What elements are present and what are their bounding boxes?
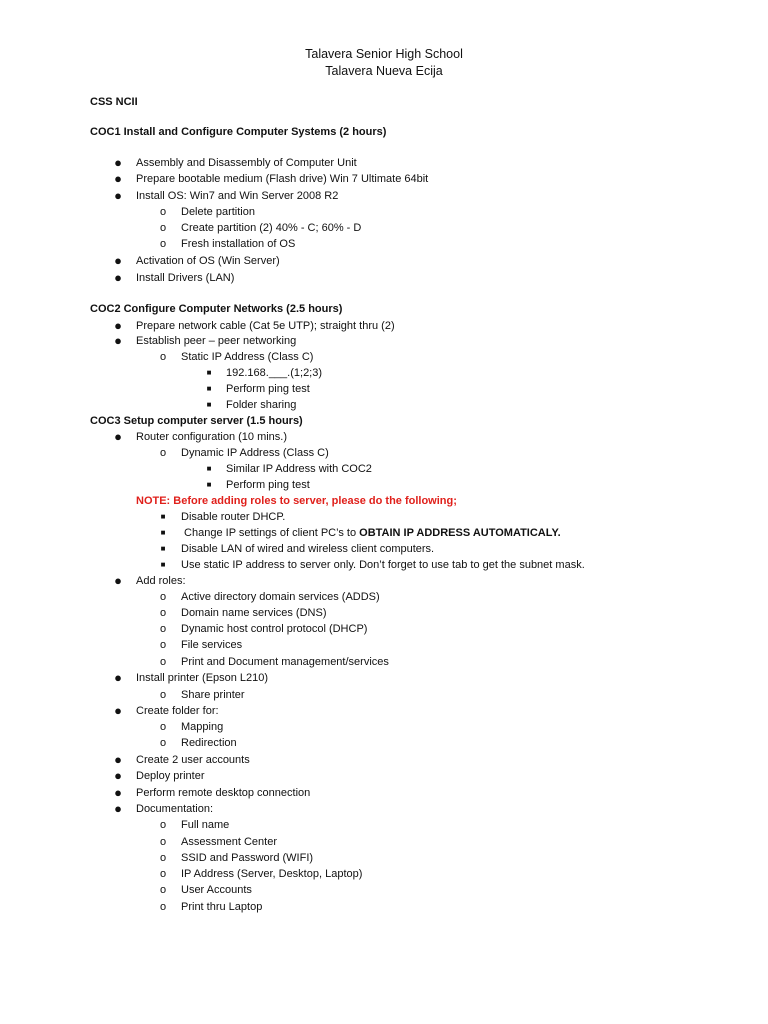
circle-bullet-icon: o [159, 656, 167, 668]
bullet-icon: ● [114, 752, 122, 767]
list-item: Router configuration (10 mins.) [136, 431, 288, 443]
list-subitem: Domain name services (DNS) [181, 607, 327, 619]
circle-bullet-icon: o [159, 868, 167, 880]
coc2-heading: COC2 Configure Computer Networks (2.5 hours) [90, 303, 343, 315]
bullet-icon: ● [114, 573, 122, 588]
list-subitem: Print thru Laptop [181, 901, 263, 913]
list-subitem: Share printer [181, 689, 245, 701]
bullet-icon: ● [114, 429, 122, 444]
coc1-heading: COC1 Install and Configure Computer Systems (2 hours) [90, 126, 387, 138]
circle-bullet-icon: o [159, 819, 167, 831]
circle-bullet-icon: o [159, 901, 167, 913]
circle-bullet-icon: o [159, 447, 167, 459]
list-subitem: Mapping [181, 721, 224, 733]
list-item: Prepare bootable medium (Flash drive) Win 7 Ultimate 64bit [136, 173, 429, 185]
list-item: Create 2 user accounts [136, 754, 250, 766]
square-bullet-icon: ■ [206, 400, 212, 409]
coc3-heading: COC3 Setup computer server (1.5 hours) [90, 415, 303, 427]
circle-bullet-icon: o [159, 737, 167, 749]
note-item-text: Change IP settings of client PC’s to [181, 527, 360, 539]
list-subitem: SSID and Password (WIFI) [181, 852, 314, 864]
note-item: Use static IP address to server only. Don’t forget to use tab to get the subnet mask. [181, 559, 585, 571]
bullet-icon: ● [114, 155, 122, 170]
list-item: Deploy printer [136, 770, 205, 782]
bullet-icon: ● [114, 670, 122, 685]
list-item: Assembly and Disassembly of Computer Unit [136, 157, 357, 169]
list-subitem: Static IP Address (Class C) [181, 351, 314, 363]
list-subitem: Print and Document management/services [181, 656, 389, 668]
school-location: Talavera Nueva Ecija [325, 64, 443, 78]
square-bullet-icon: ■ [160, 544, 166, 553]
square-bullet-icon: ■ [206, 464, 212, 473]
circle-bullet-icon: o [159, 623, 167, 635]
list-subitem: Redirection [181, 737, 237, 749]
circle-bullet-icon: o [159, 351, 167, 363]
note-heading: NOTE: Before adding roles to server, please do the following; [136, 495, 457, 507]
bullet-icon: ● [114, 785, 122, 800]
bullet-icon: ● [114, 801, 122, 816]
list-subitem: Dynamic IP Address (Class C) [181, 447, 329, 459]
list-subitem: Fresh installation of OS [181, 238, 296, 250]
list-item: Perform remote desktop connection [136, 787, 311, 799]
note-item: Disable router DHCP. [181, 511, 286, 523]
bullet-icon: ● [114, 171, 122, 186]
list-subitem: Assessment Center [181, 836, 277, 848]
list-item: Documentation: [136, 803, 214, 815]
square-bullet-icon: ■ [160, 512, 166, 521]
bullet-icon: ● [114, 703, 122, 718]
list-item: Add roles: [136, 575, 186, 587]
circle-bullet-icon: o [159, 591, 167, 603]
list-item: Establish peer – peer networking [136, 335, 297, 347]
list-subitem: Dynamic host control protocol (DHCP) [181, 623, 368, 635]
bullet-icon: ● [114, 768, 122, 783]
circle-bullet-icon: o [159, 689, 167, 701]
list-item: Prepare network cable (Cat 5e UTP); straight thru (2) [136, 320, 395, 332]
square-bullet-icon: ■ [206, 480, 212, 489]
note-item-emphasis: OBTAIN IP ADDRESS AUTOMATICALY. [359, 527, 561, 539]
list-subsubitem: Similar IP Address with COC2 [226, 463, 372, 475]
list-subitem: Create partition (2) 40% - C; 60% - D [181, 222, 362, 234]
circle-bullet-icon: o [159, 607, 167, 619]
circle-bullet-icon: o [159, 206, 167, 218]
list-item: Create folder for: [136, 705, 219, 717]
circle-bullet-icon: o [159, 639, 167, 651]
circle-bullet-icon: o [159, 721, 167, 733]
list-subitem: File services [181, 639, 243, 651]
list-subitem: IP Address (Server, Desktop, Laptop) [181, 868, 363, 880]
circle-bullet-icon: o [159, 836, 167, 848]
list-subsubitem: Perform ping test [226, 479, 310, 491]
square-bullet-icon: ■ [206, 384, 212, 393]
list-subitem: Active directory domain services (ADDS) [181, 591, 380, 603]
bullet-icon: ● [114, 333, 122, 348]
bullet-icon: ● [114, 188, 122, 203]
list-item: Install OS: Win7 and Win Server 2008 R2 [136, 190, 339, 202]
list-subsubitem: Perform ping test [226, 383, 310, 395]
square-bullet-icon: ■ [206, 368, 212, 377]
list-subitem: User Accounts [181, 884, 252, 896]
school-title: Talavera Senior High School [305, 47, 463, 61]
square-bullet-icon: ■ [160, 528, 166, 537]
bullet-icon: ● [114, 270, 122, 285]
circle-bullet-icon: o [159, 222, 167, 234]
list-subitem: Full name [181, 819, 230, 831]
list-item: Install printer (Epson L210) [136, 672, 269, 684]
list-subsubitem: Folder sharing [226, 399, 297, 411]
list-subitem: Delete partition [181, 206, 255, 218]
list-subsubitem: 192.168.___.(1;2;3) [226, 367, 323, 379]
circle-bullet-icon: o [159, 238, 167, 250]
note-item: Disable LAN of wired and wireless client computers. [181, 543, 435, 555]
circle-bullet-icon: o [159, 852, 167, 864]
bullet-icon: ● [114, 253, 122, 268]
square-bullet-icon: ■ [160, 560, 166, 569]
list-item: Activation of OS (Win Server) [136, 255, 280, 267]
bullet-icon: ● [114, 318, 122, 333]
note-item [181, 526, 561, 540]
course-title: CSS NCII [90, 96, 138, 108]
list-item: Install Drivers (LAN) [136, 272, 235, 284]
circle-bullet-icon: o [159, 884, 167, 896]
